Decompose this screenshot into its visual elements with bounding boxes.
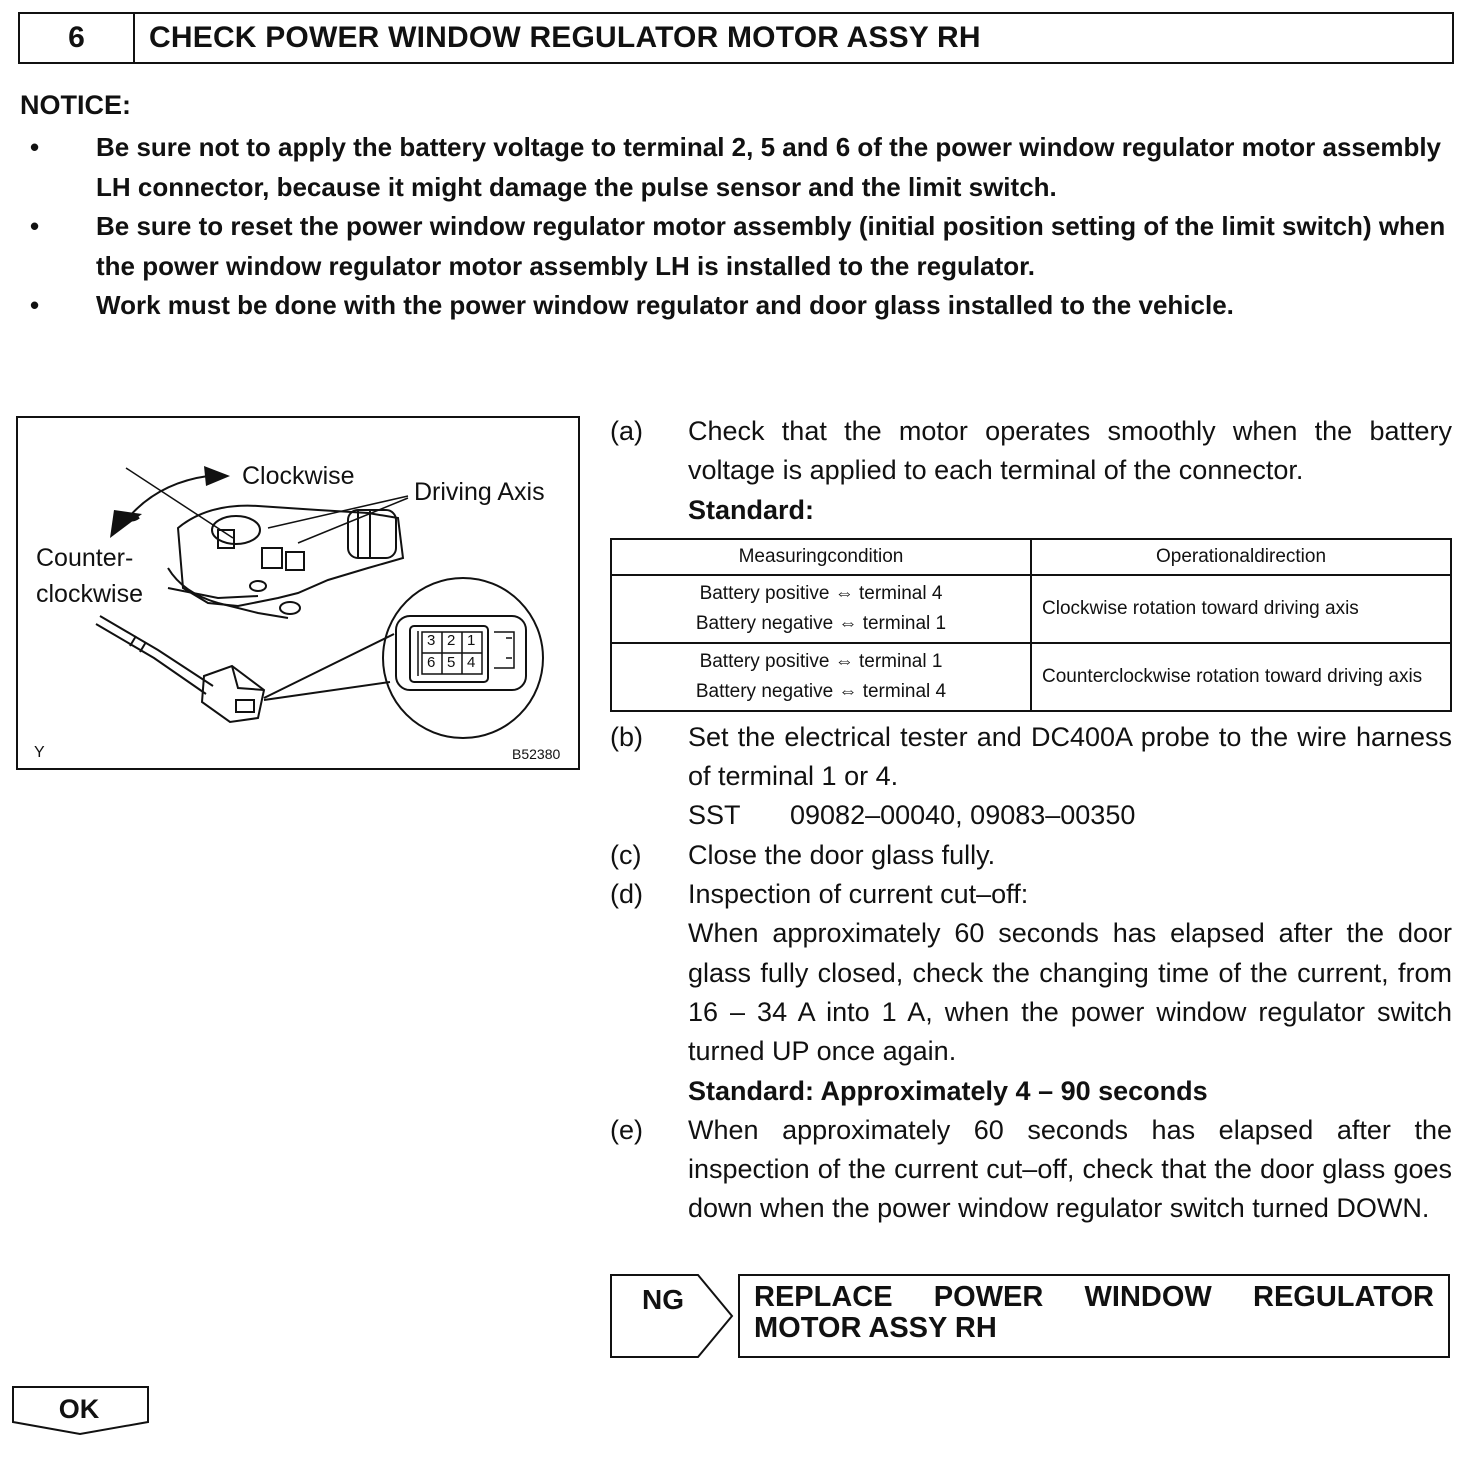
step-title: CHECK POWER WINDOW REGULATOR MOTOR ASSY RH xyxy=(149,21,981,54)
ng-word: POWER xyxy=(933,1281,1044,1313)
step-text: When approximately 60 seconds has elapsed after the inspection of the current cut–off, check that the door glass goes down when the power window regulator switch turned DOWN. xyxy=(688,1114,1452,1224)
table-cell-condition xyxy=(611,643,1031,711)
label-counterclockwise-2: clockwise xyxy=(36,580,143,608)
table-cell-direction: Clockwise rotation toward driving axis xyxy=(1031,575,1451,643)
ng-word: WINDOW xyxy=(1084,1281,1212,1313)
step-title: Inspection of current cut–off: xyxy=(688,879,1029,910)
ng-word: REPLACE xyxy=(754,1281,893,1313)
step-letter: (a) xyxy=(610,416,643,446)
step-text: Set the electrical tester and DC400A probe to the wire harness of terminal 1 or 4. xyxy=(688,721,1452,792)
latch-detail xyxy=(506,638,512,658)
terminal-label: 2 xyxy=(447,632,456,649)
clockwise-arrow-icon xyxy=(204,466,230,486)
step-letter: (b) xyxy=(610,721,643,752)
counterclockwise-arrow-icon xyxy=(110,510,142,538)
mount-boss xyxy=(280,602,300,614)
ok-result xyxy=(12,1386,150,1436)
table-cell-condition xyxy=(611,575,1031,643)
terminal-label: 4 xyxy=(467,654,476,671)
standard-table xyxy=(610,538,1452,712)
condition-line: Battery positive ⇔ terminal 1 xyxy=(699,650,943,672)
connector-plug xyxy=(202,666,264,722)
wire-tie xyxy=(130,636,136,646)
wire-harness xyxy=(96,624,206,694)
sst-row xyxy=(688,796,1452,835)
figure-code: B52380 xyxy=(512,746,561,762)
standard-label: Standard: xyxy=(688,494,815,525)
bullet: • xyxy=(30,211,40,241)
step-a xyxy=(610,412,1452,530)
notice-item xyxy=(20,128,1460,207)
step-letter: (e) xyxy=(610,1114,643,1145)
label-clockwise: Clockwise xyxy=(242,462,355,490)
connector-block xyxy=(262,548,282,568)
standard-value: Standard: Approximately 4 – 90 seconds xyxy=(688,1075,1208,1106)
ng-action-line: MOTOR ASSY RH xyxy=(754,1312,997,1344)
callout-line xyxy=(264,634,394,698)
notice-list xyxy=(20,128,1460,326)
ng-action-box xyxy=(738,1274,1450,1358)
motor-illustration xyxy=(16,416,580,770)
table-header-row xyxy=(611,539,1451,575)
condition-line: Battery negative ⇔ terminal 1 xyxy=(695,612,947,634)
notice-text: Work must be done with the power window regulator and door glass installed to the vehicle. xyxy=(96,290,1234,320)
table-header: Measuringcondition xyxy=(611,539,1031,575)
step-b xyxy=(610,718,1452,836)
ng-result xyxy=(610,1274,1452,1358)
notice-text: Be sure to reset the power window regulator motor assembly (initial position setting of the limit switch) when the power window regulator motor assembly LH is installed to the regulator. xyxy=(96,211,1446,281)
mount-plate xyxy=(168,588,258,598)
table-cell-direction: Counterclockwise rotation toward driving axis xyxy=(1031,643,1451,711)
condition-line: Battery negative ⇔ terminal 4 xyxy=(695,680,947,702)
condition-line: Battery positive ⇔ terminal 4 xyxy=(699,582,943,604)
bullet: • xyxy=(30,290,40,320)
rotation-arc xyxy=(128,476,208,518)
step-c xyxy=(610,836,1452,875)
step-e xyxy=(610,1111,1452,1229)
step-text: When approximately 60 seconds has elapsed after the door glass fully closed, check the changing time of the current, from 16 – 34 A into 1 A, when the power window regulator switch turned UP once again. xyxy=(688,918,1452,1067)
plug-slot xyxy=(236,700,254,712)
step-letter: (c) xyxy=(610,839,642,870)
step-d xyxy=(610,875,1452,1111)
connector-block xyxy=(286,552,304,570)
label-counterclockwise-1: Counter- xyxy=(36,544,134,572)
step-header xyxy=(18,12,1454,64)
ng-action-line xyxy=(754,1282,1434,1313)
callout-line xyxy=(264,682,390,700)
bullet: • xyxy=(30,132,40,162)
table-header: Operationaldirection xyxy=(1031,539,1451,575)
step-number: 6 xyxy=(20,14,135,62)
step-text: Close the door glass fully. xyxy=(688,839,996,870)
ng-label: NG xyxy=(642,1284,684,1315)
sst-label: SST xyxy=(688,800,741,831)
notice-item xyxy=(20,207,1460,286)
step-text: Check that the motor operates smoothly when the battery voltage is applied to each terminal of the connector. xyxy=(688,416,1452,486)
wire-harness xyxy=(100,616,213,686)
terminal-label: 3 xyxy=(427,632,436,649)
mount-plate xyxy=(168,568,288,618)
notice-title: NOTICE: xyxy=(20,90,131,120)
table-row xyxy=(611,643,1451,711)
figure-corner-mark: Y xyxy=(34,744,45,761)
ok-label: OK xyxy=(58,1394,100,1424)
mount-boss xyxy=(250,581,266,591)
label-driving-axis: Driving Axis xyxy=(414,478,545,506)
magnifier-circle xyxy=(383,578,543,738)
terminal-label: 6 xyxy=(427,654,436,671)
table-row xyxy=(611,575,1451,643)
sst-value: 09082–00040, 09083–00350 xyxy=(790,800,1136,831)
terminal-label: 5 xyxy=(447,654,456,671)
notice-text: Be sure not to apply the battery voltage to terminal 2, 5 and 6 of the power window regulator motor assembly LH connector, because it might damage the pulse sensor and the limit switch. xyxy=(96,132,1442,202)
step-letter: (d) xyxy=(610,879,643,910)
notice-item xyxy=(20,286,1460,326)
leader-line xyxy=(298,498,408,543)
ng-word: REGULATOR xyxy=(1253,1281,1434,1313)
procedure-steps xyxy=(610,412,1452,1229)
terminal-label: 1 xyxy=(467,632,476,649)
